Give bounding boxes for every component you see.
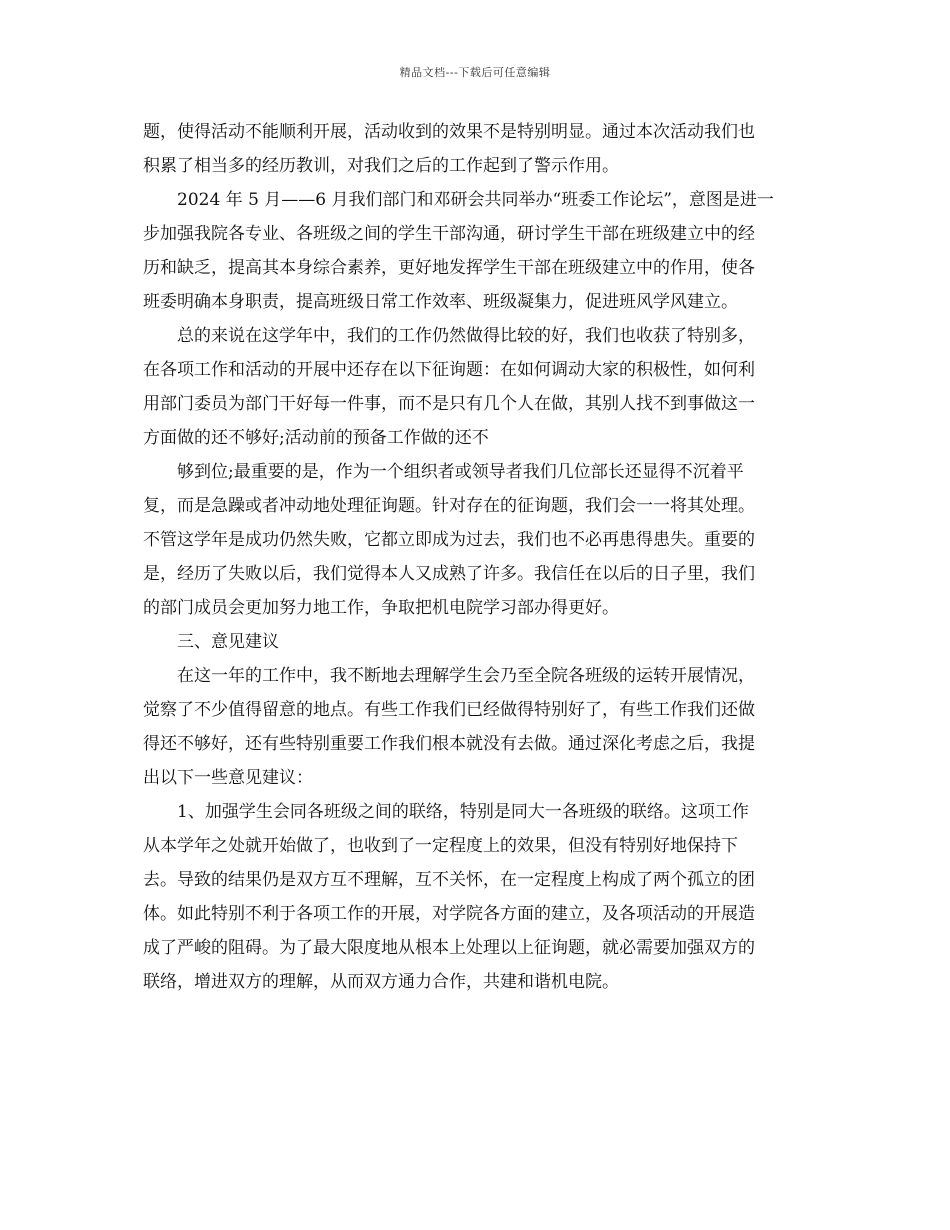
text-line: 1、加强学生会同各班级之间的联络，特别是同大一各班级的联络。这项工作 bbox=[177, 802, 749, 822]
document-body bbox=[143, 115, 813, 999]
text-line: 够到位;最重要的是，作为一个组织者或领导者我们几位部长还显得不沉着平 bbox=[177, 462, 744, 482]
text-line: 在各项工作和活动的开展中还存在以下征询题：在如何调动大家的积极性，如何利 bbox=[143, 360, 755, 380]
text-line: 在这一年的工作中，我不断地去理解学生会乃至全院各班级的运转开展情况， bbox=[177, 666, 755, 686]
text-line: 总的来说在这学年中，我们的工作仍然做得比较的好，我们也收获了特别多， bbox=[177, 326, 755, 346]
text-line: 题，使得活动不能顺利开展，活动收到的效果不是特别明显。通过本次活动我们也 bbox=[143, 122, 755, 142]
text-line: 用部门委员为部门干好每一件事，而不是只有几个人在做，其别人找不到事做这一 bbox=[143, 394, 755, 414]
text-line: 体。如此特别不利于各项工作的开展，对学院各方面的建立，及各项活动的开展造 bbox=[143, 904, 755, 924]
text-line: 觉察了不少值得留意的地点。有些工作我们已经做得特别好了，有些工作我们还做 bbox=[143, 700, 755, 720]
text-line: 联络，增进双方的理解，从而双方通力合作，共建和谐机电院。 bbox=[143, 972, 619, 992]
text-line: 复，而是急躁或者冲动地处理征询题。针对存在的征询题，我们会一一将其处理。 bbox=[143, 496, 755, 516]
text-line: 班委明确本身职责，提高班级日常工作效率、班级凝集力，促进班风学风建立。 bbox=[143, 292, 738, 312]
text-line: 2024 年 5 月——6 月我们部门和邓研会共同举办“班委工作论坛”，意图是进一 bbox=[177, 190, 774, 210]
text-line: 是，经历了失败以后，我们觉得本人又成熟了许多。我信任在以后的日子里，我们 bbox=[143, 564, 755, 584]
text-line: 成了严峻的阻碍。为了最大限度地从根本上处理以上征询题，就必需要加强双方的 bbox=[143, 938, 755, 958]
text-line: 三、意见建议 bbox=[177, 632, 279, 652]
text-line: 从本学年之处就开始做了，也收到了一定程度上的效果，但没有特别好地保持下 bbox=[143, 836, 738, 856]
page-header: 精品文档---下载后可任意编辑 bbox=[399, 66, 551, 79]
text-line: 方面做的还不够好;活动前的预备工作做的还不 bbox=[143, 428, 489, 448]
text-line: 的部门成员会更加努力地工作，争取把机电院学习部办得更好。 bbox=[143, 598, 619, 618]
text-line: 去。导致的结果仍是双方互不理解，互不关怀，在一定程度上构成了两个孤立的团 bbox=[143, 870, 755, 890]
text-line: 得还不够好，还有些特别重要工作我们根本就没有去做。通过深化考虑之后，我提 bbox=[143, 734, 755, 754]
text-line: 出以下一些意见建议： bbox=[143, 768, 313, 788]
text-line: 步加强我院各专业、各班级之间的学生干部沟通，研讨学生干部在班级建立中的经 bbox=[143, 224, 755, 244]
text-line: 不管这学年是成功仍然失败，它都立即成为过去，我们也不必再患得患失。重要的 bbox=[143, 530, 755, 550]
text-line: 积累了相当多的经历教训，对我们之后的工作起到了警示作用。 bbox=[143, 156, 619, 176]
text-line: 历和缺乏，提高其本身综合素养，更好地发挥学生干部在班级建立中的作用，使各 bbox=[143, 258, 755, 278]
